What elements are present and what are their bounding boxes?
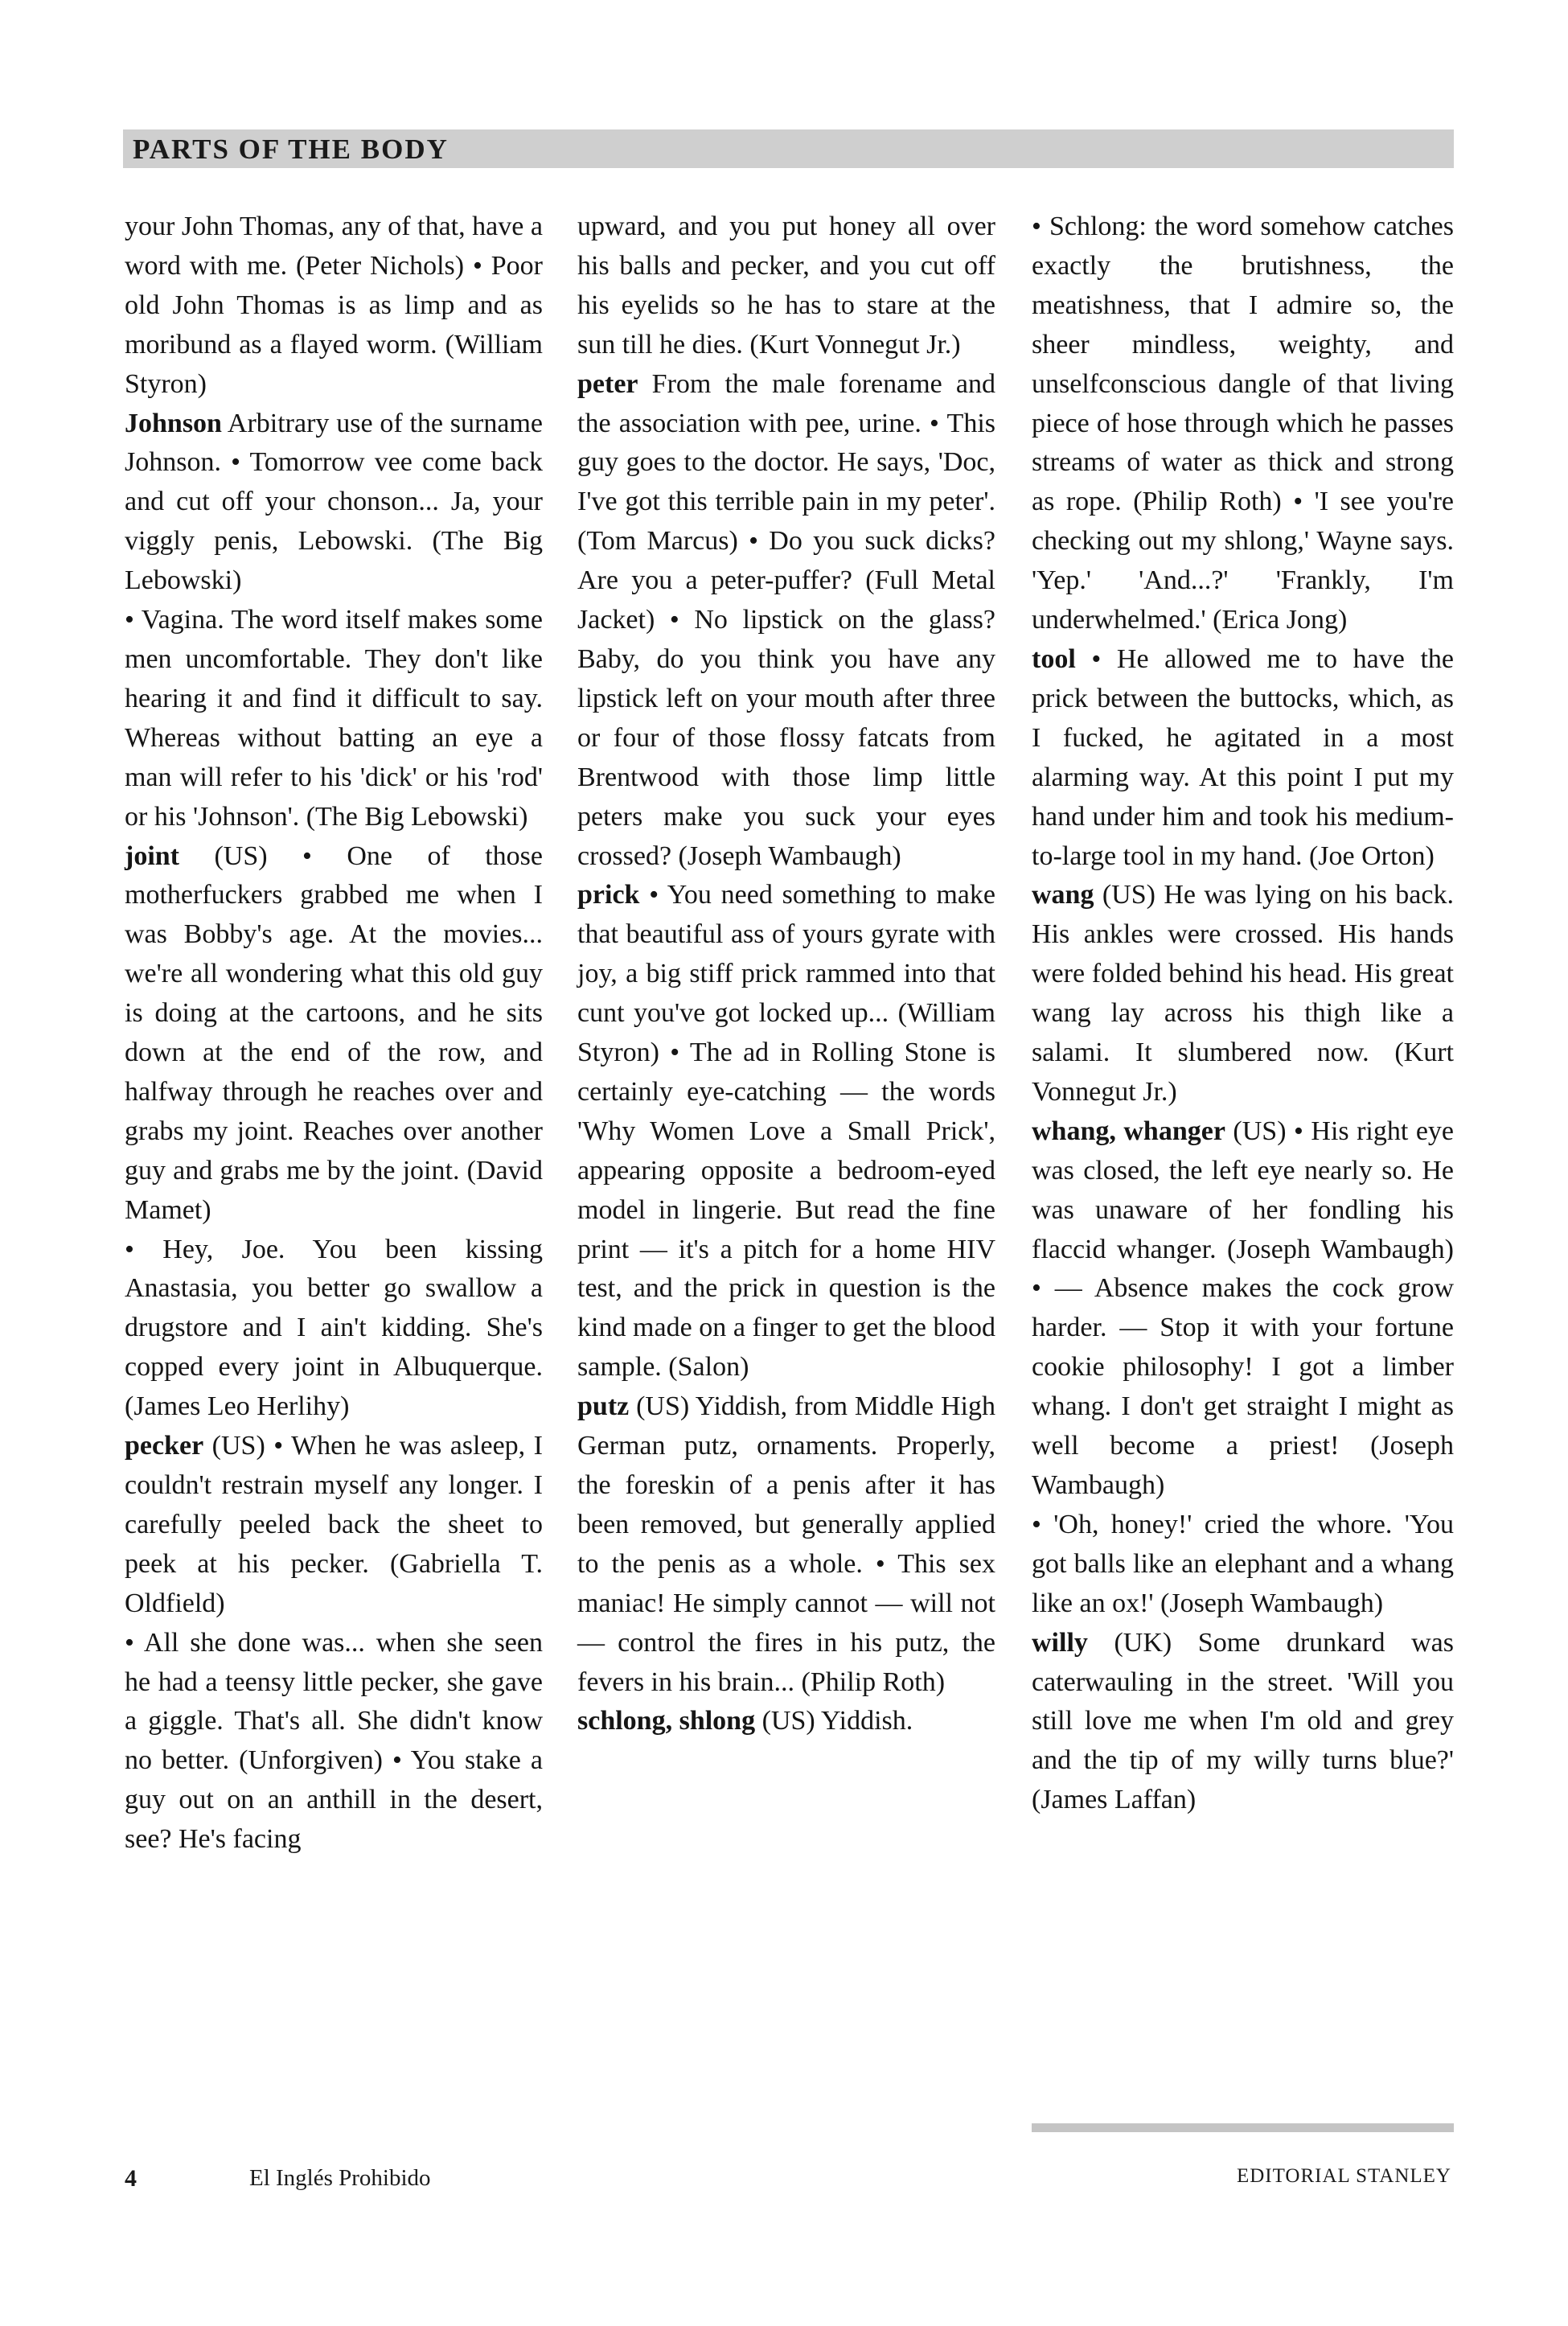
entry-paragraph bbox=[1032, 876, 1454, 1112]
entry-text: • Vagina. The word itself makes some men uncomfortable. They don't like hearing it and find it difficult to say. Whereas without batting an eye a man will refer to his 'dick' or his 'rod' or his 'Johnson'. (The Big Lebowski) bbox=[125, 605, 543, 832]
entry-text: • He allowed me to have the prick between the buttocks, which, as I fucked, he agitated in a most alarming way. At this point I put my hand under him and took his medium-to-large tool in my hand. (Joe Orton) bbox=[1032, 643, 1454, 871]
entry-text: (US) • When he was asleep, I couldn't restrain myself any longer. I carefully peeled back the sheet to peek at his pecker. (Gabriella T. Oldfield) bbox=[125, 1431, 543, 1618]
entry-paragraph bbox=[1032, 1112, 1454, 1506]
text-column-2 bbox=[577, 208, 995, 1741]
entry-paragraph bbox=[577, 365, 995, 877]
entry-paragraph bbox=[1032, 1624, 1454, 1821]
entry-text: • 'Oh, honey!' cried the whore. 'You got balls like an elephant and a whang like an ox!' (Joseph Wambaugh) bbox=[1032, 1509, 1454, 1618]
entry-paragraph bbox=[1032, 640, 1454, 876]
page-number: 4 bbox=[125, 2165, 137, 2192]
entry-headword: schlong, shlong bbox=[577, 1706, 756, 1736]
entry-text: your John Thomas, any of that, have a word with me. (Peter Nichols) • Poor old John Thomas is as limp and as moribund as a flayed worm. (William Styron) bbox=[125, 212, 543, 399]
entry-text: (US) He was lying on his back. His ankles were crossed. His hands were folded behind his head. His great wang lay across his thigh like a salami. It slumbered now. (Kurt Vonnegut Jr.) bbox=[1032, 880, 1454, 1107]
entry-paragraph bbox=[577, 876, 995, 1387]
text-column-3 bbox=[1032, 208, 1454, 1820]
section-end-rule bbox=[1032, 2123, 1454, 2132]
entry-paragraph bbox=[125, 1231, 543, 1428]
entry-paragraph bbox=[125, 837, 543, 1231]
entry-paragraph bbox=[125, 1427, 543, 1624]
entry-text: Arbitrary use of the surname Johnson. • Tomorrow vee come back and cut off your chonson... Ja, your viggly penis, Lebowski. (The Big Lebowski) bbox=[125, 408, 543, 596]
publisher-name: EDITORIAL STANLEY bbox=[1236, 2165, 1451, 2187]
entry-headword: Johnson bbox=[125, 408, 222, 438]
entry-paragraph bbox=[1032, 1506, 1454, 1624]
entry-paragraph bbox=[125, 601, 543, 836]
entry-text: (UK) Some drunkard was caterwauling in the street. 'Will you still love me when I'm old and grey and the tip of my willy turns blue?' (James Laffan) bbox=[1032, 1627, 1454, 1815]
entry-text: (US) Yiddish. bbox=[755, 1706, 913, 1736]
entry-text: (US) • One of those motherfuckers grabbed me when I was Bobby's age. At the movies... we're all wondering what this old guy is doing at the cartoons, and he sits down at the end of the row, and halfway through he reaches over and grabs my joint. Reaches over another guy and grabs me by the joint. (David Mamet) bbox=[125, 840, 543, 1225]
entry-paragraph bbox=[577, 1702, 995, 1741]
entry-headword: willy bbox=[1032, 1627, 1088, 1658]
entry-headword: wang bbox=[1032, 880, 1094, 910]
entry-text: • You need something to make that beautiful ass of yours gyrate with joy, a big stiff prick rammed into that cunt you've got locked up... (William Styron) • The ad in Rolling Stone is certainly eye-catching — the words 'Why Women Love a Small Prick', appearing opposite a bedroom-eyed model in lingerie. But read the fine print — it's a pitch for a home HIV test, and the prick in question is the kind made on a finger to get the blood sample. (Salon) bbox=[577, 880, 995, 1383]
entry-headword: prick bbox=[577, 880, 640, 910]
entry-text: (US) • His right eye was closed, the left eye nearly so. He was unaware of her fondling his flaccid whanger. (Joseph Wambaugh) • — Absence makes the cock grow harder. — Stop it with your fortune cookie philosophy! I got a limber whang. I don't get straight I might as well become a priest! (Joseph Wambaugh) bbox=[1032, 1116, 1454, 1500]
entry-paragraph bbox=[125, 208, 543, 405]
entry-text: • Hey, Joe. You been kissing Anastasia, you better go swallow a drugstore and I ain't kidding. She's copped every joint in Albuquerque. (James Leo Herlihy) bbox=[125, 1234, 543, 1422]
section-title: PARTS OF THE BODY bbox=[133, 134, 449, 165]
entry-headword: whang, whanger bbox=[1032, 1116, 1225, 1146]
entry-text: • All she done was... when she seen he had a teensy little pecker, she gave a giggle. That's all. She didn't know no better. (Unforgiven) • You stake a guy out on an anthill in the desert, see? He's facing bbox=[125, 1627, 543, 1855]
section-header-bar bbox=[123, 129, 1454, 168]
entry-headword: peter bbox=[577, 368, 638, 399]
entry-headword: pecker bbox=[125, 1431, 204, 1461]
book-title: El Inglés Prohibido bbox=[249, 2165, 431, 2191]
entry-paragraph bbox=[125, 1624, 543, 1860]
entry-text: (US) Yiddish, from Middle High German putz, ornaments. Properly, the foreskin of a penis after it has been removed, but generally applied to the penis as a whole. • This sex maniac! He simply cannot — will not — control the fires in his putz, the fevers in his brain... (Philip Roth) bbox=[577, 1391, 995, 1697]
text-column-1 bbox=[125, 208, 543, 1860]
entry-text: • Schlong: the word somehow catches exactly the brutishness, the meatishness, that I admire so, the sheer mindless, weighty, and unselfconscious dangle of that living piece of hose through which he passes streams of water as thick and strong as rope. (Philip Roth) • 'I see you're checking out my shlong,' Wayne says. 'Yep.' 'And...?' 'Frankly, I'm underwhelmed.' (Erica Jong) bbox=[1032, 212, 1454, 635]
entry-paragraph bbox=[1032, 208, 1454, 640]
entry-paragraph bbox=[125, 405, 543, 602]
entry-text: From the male forename and the association with pee, urine. • This guy goes to the doctor. He says, 'Doc, I've got this terrible pain in my peter'. (Tom Marcus) • Do you suck dicks? Are you a peter-puffer? (Full Metal Jacket) • No lipstick on the glass? Baby, do you think you have any lipstick left on your mouth after three or four of those flossy fatcats from Brentwood with those limp little peters make you suck your eyes crossed? (Joseph Wambaugh) bbox=[577, 368, 995, 871]
entry-paragraph bbox=[577, 1387, 995, 1702]
entry-headword: putz bbox=[577, 1391, 630, 1422]
entry-paragraph bbox=[577, 208, 995, 365]
entry-text: upward, and you put honey all over his balls and pecker, and you cut off his eyelids so he has to stare at the sun till he dies. (Kurt Vonnegut Jr.) bbox=[577, 212, 995, 360]
entry-headword: tool bbox=[1032, 643, 1076, 674]
entry-headword: joint bbox=[125, 840, 179, 871]
